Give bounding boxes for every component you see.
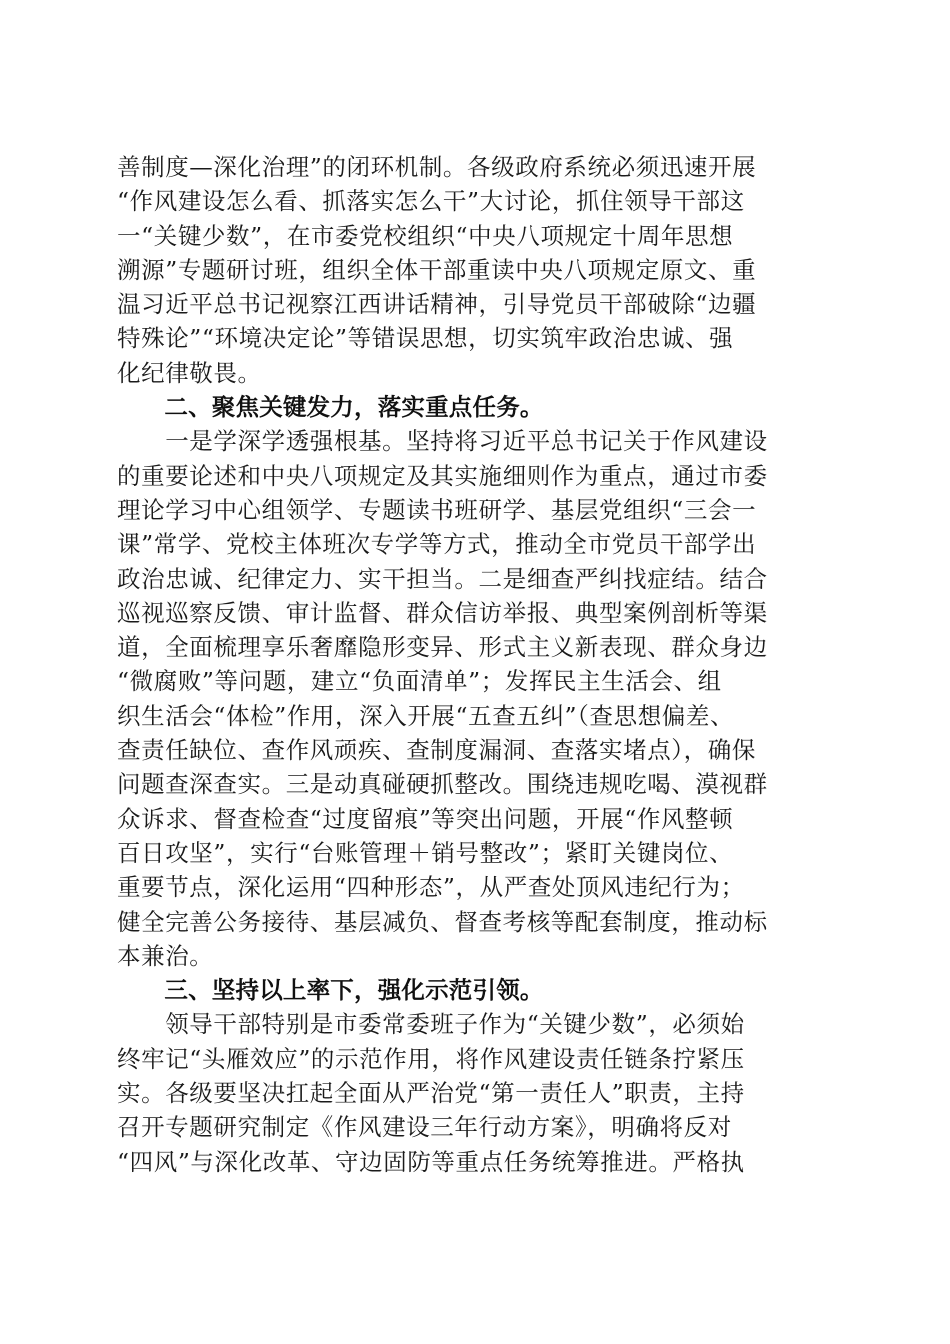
body-line: 健全完善公务接待、基层减负、督查考核等配套制度，推动标 <box>117 907 768 936</box>
body-line: 众诉求、督查检查“过度留痕”等突出问题，开展“作风整顿 <box>117 804 734 833</box>
body-line: 特殊论”“环境决定论”等错误思想，切实筑牢政治忠诚、强 <box>117 324 734 353</box>
body-line: 善制度—深化治理”的闭环机制。各级政府系统必须迅速开展 <box>117 153 757 181</box>
body-line: “作风建设怎么看、抓落实怎么干”大讨论，抓住领导干部这 <box>117 187 745 216</box>
body-line: 道，全面梳理享乐奢靡隐形变异、形式主义新表现、群众身边 <box>117 633 768 662</box>
body-line: 溯源”专题研讨班，组织全体干部重读中央八项规定原文、重 <box>117 255 757 284</box>
body-line: 政治忠诚、纪律定力、实干担当。二是细查严纠找症结。结合 <box>117 564 768 593</box>
body-line: 实。各级要坚决扛起全面从严治党“第一责任人”职责，主持 <box>117 1079 745 1108</box>
body-line: 领导干部特别是市委常委班子作为“关键少数”，必须始 <box>117 1010 745 1039</box>
body-line: “微腐败”等问题，建立“负面清单”；发挥民主生活会、组 <box>117 667 722 696</box>
body-line: 织生活会“体检”作用，深入开展“五查五纠”（查思想偏差、 <box>117 701 735 730</box>
document-body <box>117 150 837 1179</box>
body-line: 理论学习中心组领学、专题读书班研学、基层党组织“三会一 <box>117 495 757 524</box>
body-line: 终牢记“头雁效应”的示范作用，将作风建设责任链条拧紧压 <box>117 1044 745 1073</box>
body-line: 课”常学、党校主体班次专学等方式，推动全市党员干部学出 <box>117 530 757 559</box>
body-line: 的重要论述和中央八项规定及其实施细则作为重点，通过市委 <box>117 461 768 490</box>
body-line: 一“关键少数”，在市委党校组织“中央八项规定十周年思想 <box>117 221 734 250</box>
body-line: 一是学深学透强根基。坚持将习近平总书记关于作风建设 <box>117 427 768 456</box>
body-line: 查责任缺位、查作风顽疾、查制度漏洞、查落实堵点），确保 <box>117 736 756 765</box>
body-line: “四风”与深化改革、守边固防等重点任务统筹推进。严格执 <box>117 1147 745 1176</box>
body-line: 问题查深查实。三是动真碰硬抓整改。围绕违规吃喝、漠视群 <box>117 770 768 799</box>
body-line: 本兼治。 <box>117 941 214 970</box>
body-line: 百日攻坚”，实行“台账管理＋销号整改”；紧盯关键岗位、 <box>117 838 734 867</box>
body-line: 召开专题研究制定《作风建设三年行动方案》，明确将反对 <box>117 1113 732 1142</box>
body-line: 温习近平总书记视察江西讲话精神，引导党员干部破除“边疆 <box>117 290 757 319</box>
body-line: 巡视巡察反馈、审计监督、群众信访举报、典型案例剖析等渠 <box>117 598 768 627</box>
section-heading: 三、坚持以上率下，强化示范引领。 <box>117 976 544 1005</box>
section-heading: 二、聚焦关键发力，落实重点任务。 <box>117 393 544 422</box>
body-line: 重要节点，深化运用“四种形态”，从严查处顶风违纪行为； <box>117 873 745 902</box>
body-line: 化纪律敬畏。 <box>117 358 262 387</box>
